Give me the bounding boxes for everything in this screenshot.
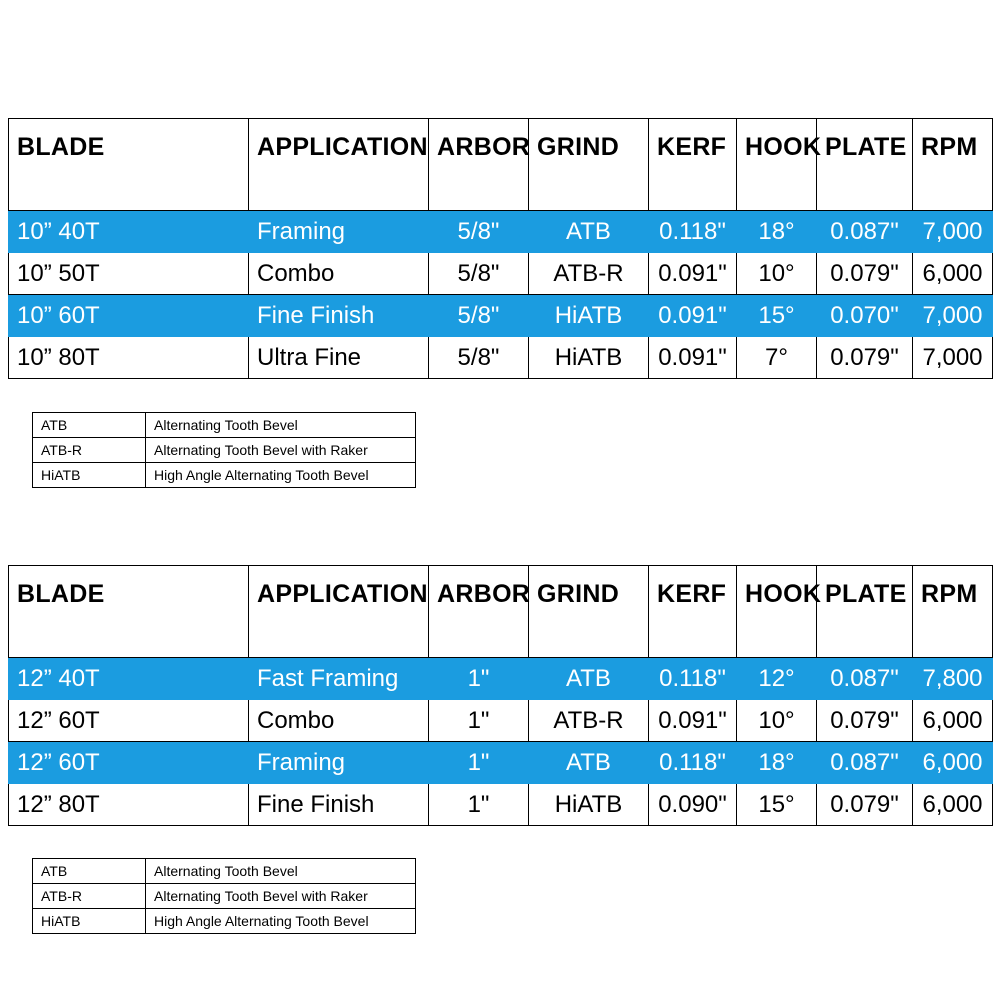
- table-row: [9, 211, 993, 253]
- cell-blade: 10” 80T: [9, 337, 249, 379]
- cell-arbor: 5/8": [429, 337, 529, 379]
- grind-legend-12in: [32, 858, 416, 934]
- cell-hook: 15°: [737, 295, 817, 337]
- cell-rpm: 7,800: [913, 658, 993, 700]
- cell-blade: 10” 40T: [9, 211, 249, 253]
- cell-application: Framing: [249, 742, 429, 784]
- cell-arbor: 1": [429, 700, 529, 742]
- cell-rpm: 7,000: [913, 337, 993, 379]
- table-row: [9, 658, 993, 700]
- cell-grind: HiATB: [529, 295, 649, 337]
- cell-kerf: 0.091": [649, 295, 737, 337]
- cell-arbor: 5/8": [429, 211, 529, 253]
- column-header-kerf: KERF: [649, 119, 737, 211]
- table-row: [9, 742, 993, 784]
- cell-plate: 0.079": [817, 700, 913, 742]
- legend-row: [33, 438, 416, 463]
- legend-description: Alternating Tooth Bevel: [146, 413, 416, 438]
- cell-kerf: 0.118": [649, 211, 737, 253]
- cell-grind: HiATB: [529, 784, 649, 826]
- column-header-plate: PLATE: [817, 566, 913, 658]
- table-header-row: [9, 566, 993, 658]
- cell-application: Combo: [249, 253, 429, 295]
- cell-application: Fast Framing: [249, 658, 429, 700]
- cell-rpm: 6,000: [913, 253, 993, 295]
- cell-grind: ATB: [529, 742, 649, 784]
- cell-plate: 0.087": [817, 211, 913, 253]
- cell-blade: 10” 50T: [9, 253, 249, 295]
- legend-row: [33, 909, 416, 934]
- cell-rpm: 7,000: [913, 295, 993, 337]
- legend-row: [33, 413, 416, 438]
- cell-blade: 12” 60T: [9, 700, 249, 742]
- legend-code: HiATB: [33, 463, 146, 488]
- blade-spec-table-12in-block: [8, 565, 992, 826]
- column-header-blade: BLADE: [9, 566, 249, 658]
- cell-plate: 0.087": [817, 742, 913, 784]
- cell-application: Ultra Fine: [249, 337, 429, 379]
- column-header-application: APPLICATION: [249, 119, 429, 211]
- legend-description: Alternating Tooth Bevel: [146, 859, 416, 884]
- legend-row: [33, 463, 416, 488]
- table-row: [9, 337, 993, 379]
- cell-grind: ATB-R: [529, 700, 649, 742]
- cell-plate: 0.079": [817, 337, 913, 379]
- cell-hook: 18°: [737, 742, 817, 784]
- cell-blade: 12” 60T: [9, 742, 249, 784]
- column-header-rpm: RPM: [913, 566, 993, 658]
- table-row: [9, 295, 993, 337]
- blade-spec-table-10in: [8, 118, 993, 379]
- cell-arbor: 5/8": [429, 253, 529, 295]
- column-header-blade: BLADE: [9, 119, 249, 211]
- column-header-grind: GRIND: [529, 119, 649, 211]
- cell-application: Framing: [249, 211, 429, 253]
- legend-code: ATB: [33, 859, 146, 884]
- cell-hook: 12°: [737, 658, 817, 700]
- cell-hook: 7°: [737, 337, 817, 379]
- column-header-rpm: RPM: [913, 119, 993, 211]
- cell-kerf: 0.091": [649, 337, 737, 379]
- table-row: [9, 700, 993, 742]
- column-header-plate: PLATE: [817, 119, 913, 211]
- cell-rpm: 6,000: [913, 784, 993, 826]
- cell-grind: ATB-R: [529, 253, 649, 295]
- cell-grind: ATB: [529, 658, 649, 700]
- legend-code: ATB-R: [33, 884, 146, 909]
- cell-plate: 0.087": [817, 658, 913, 700]
- cell-rpm: 6,000: [913, 700, 993, 742]
- column-header-arbor: ARBOR: [429, 119, 529, 211]
- legend-row: [33, 884, 416, 909]
- cell-arbor: 5/8": [429, 295, 529, 337]
- cell-rpm: 7,000: [913, 211, 993, 253]
- blade-spec-table-10in-block: [8, 118, 992, 379]
- cell-blade: 12” 40T: [9, 658, 249, 700]
- cell-hook: 15°: [737, 784, 817, 826]
- grind-legend-10in: [32, 412, 416, 488]
- cell-plate: 0.079": [817, 784, 913, 826]
- cell-rpm: 6,000: [913, 742, 993, 784]
- cell-blade: 12” 80T: [9, 784, 249, 826]
- legend-description: High Angle Alternating Tooth Bevel: [146, 463, 416, 488]
- cell-grind: HiATB: [529, 337, 649, 379]
- cell-application: Fine Finish: [249, 784, 429, 826]
- cell-plate: 0.070": [817, 295, 913, 337]
- table-row: [9, 253, 993, 295]
- blade-spec-table-12in: [8, 565, 993, 826]
- legend-code: ATB-R: [33, 438, 146, 463]
- table-header-row: [9, 119, 993, 211]
- column-header-hook: HOOK: [737, 119, 817, 211]
- cell-blade: 10” 60T: [9, 295, 249, 337]
- cell-arbor: 1": [429, 784, 529, 826]
- cell-plate: 0.079": [817, 253, 913, 295]
- cell-kerf: 0.090": [649, 784, 737, 826]
- table-row: [9, 784, 993, 826]
- legend-row: [33, 859, 416, 884]
- cell-application: Fine Finish: [249, 295, 429, 337]
- column-header-grind: GRIND: [529, 566, 649, 658]
- cell-kerf: 0.091": [649, 253, 737, 295]
- cell-hook: 10°: [737, 253, 817, 295]
- legend-code: ATB: [33, 413, 146, 438]
- cell-hook: 18°: [737, 211, 817, 253]
- legend-description: Alternating Tooth Bevel with Raker: [146, 884, 416, 909]
- cell-application: Combo: [249, 700, 429, 742]
- cell-grind: ATB: [529, 211, 649, 253]
- column-header-application: APPLICATION: [249, 566, 429, 658]
- cell-kerf: 0.118": [649, 742, 737, 784]
- cell-kerf: 0.118": [649, 658, 737, 700]
- cell-arbor: 1": [429, 742, 529, 784]
- legend-description: Alternating Tooth Bevel with Raker: [146, 438, 416, 463]
- column-header-kerf: KERF: [649, 566, 737, 658]
- column-header-arbor: ARBOR: [429, 566, 529, 658]
- cell-hook: 10°: [737, 700, 817, 742]
- column-header-hook: HOOK: [737, 566, 817, 658]
- legend-code: HiATB: [33, 909, 146, 934]
- cell-kerf: 0.091": [649, 700, 737, 742]
- legend-description: High Angle Alternating Tooth Bevel: [146, 909, 416, 934]
- cell-arbor: 1": [429, 658, 529, 700]
